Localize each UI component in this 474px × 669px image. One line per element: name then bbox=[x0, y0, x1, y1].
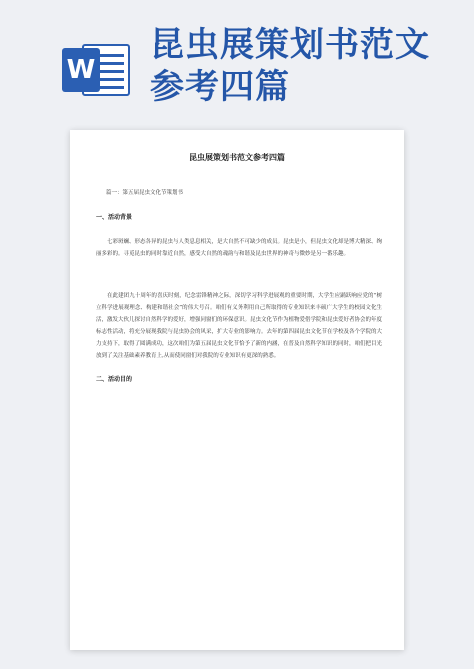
banner-title: 昆虫展策划书范文参考四篇 bbox=[150, 25, 430, 107]
document-banner bbox=[0, 0, 474, 120]
word-document-icon bbox=[62, 42, 134, 98]
document-page bbox=[70, 130, 404, 650]
paragraph-background-2: 在此建团九十周年的喜庆时刻，纪念雷锋精神之际，深切学习科学进展观的重要时期，大学生应踊跃响应党的“树立科学进展观理念、构建和谐社会”的伟大号召。咱们有义务利用自己所取得的专业知识来丰硕广大学生的校园文化生活，激发大伙儿探讨自然科学的爱好，增强同窗们的环保意识。昆虫文化节作为植物爱借学院和昆虫爱好者协会的年度标志性活动，将充分展现我院与昆虫协会的风采，扩大专业的影响力。去年的第四届昆虫文化节在学校及各个学院的大力支持下，取得了圆满成功，这次咱们为第五届昆虫文化节恰予了新的内涵，在普及自然科学知识的同时，咱们把目光放到了关注基础素养教育上,从而使同窗们对我院的专业知识有更深的熟悉。 bbox=[96, 293, 383, 359]
section-heading-purpose: 二、活动目的 bbox=[96, 376, 133, 383]
word-badge-letter: W bbox=[62, 48, 100, 92]
document-subtitle: 篇一：第五届昆虫文化节策划书 bbox=[106, 190, 184, 196]
section-heading-background: 一、活动背景 bbox=[96, 214, 133, 221]
document-title: 昆虫展策划书范文参考四篇 bbox=[189, 153, 285, 162]
paragraph-background-1: 七彩斑斓、形态各异的昆虫与人类息息相关，是大自然不可缺少的成员。昆虫是小，但昆虫文化却是博大精深、绚丽多彩的。寻觅昆虫的同时靠近自然，感受大自然的魂韵与和谐及昆虫世界的神奇与微妙是另一番乐趣。 bbox=[96, 239, 383, 257]
